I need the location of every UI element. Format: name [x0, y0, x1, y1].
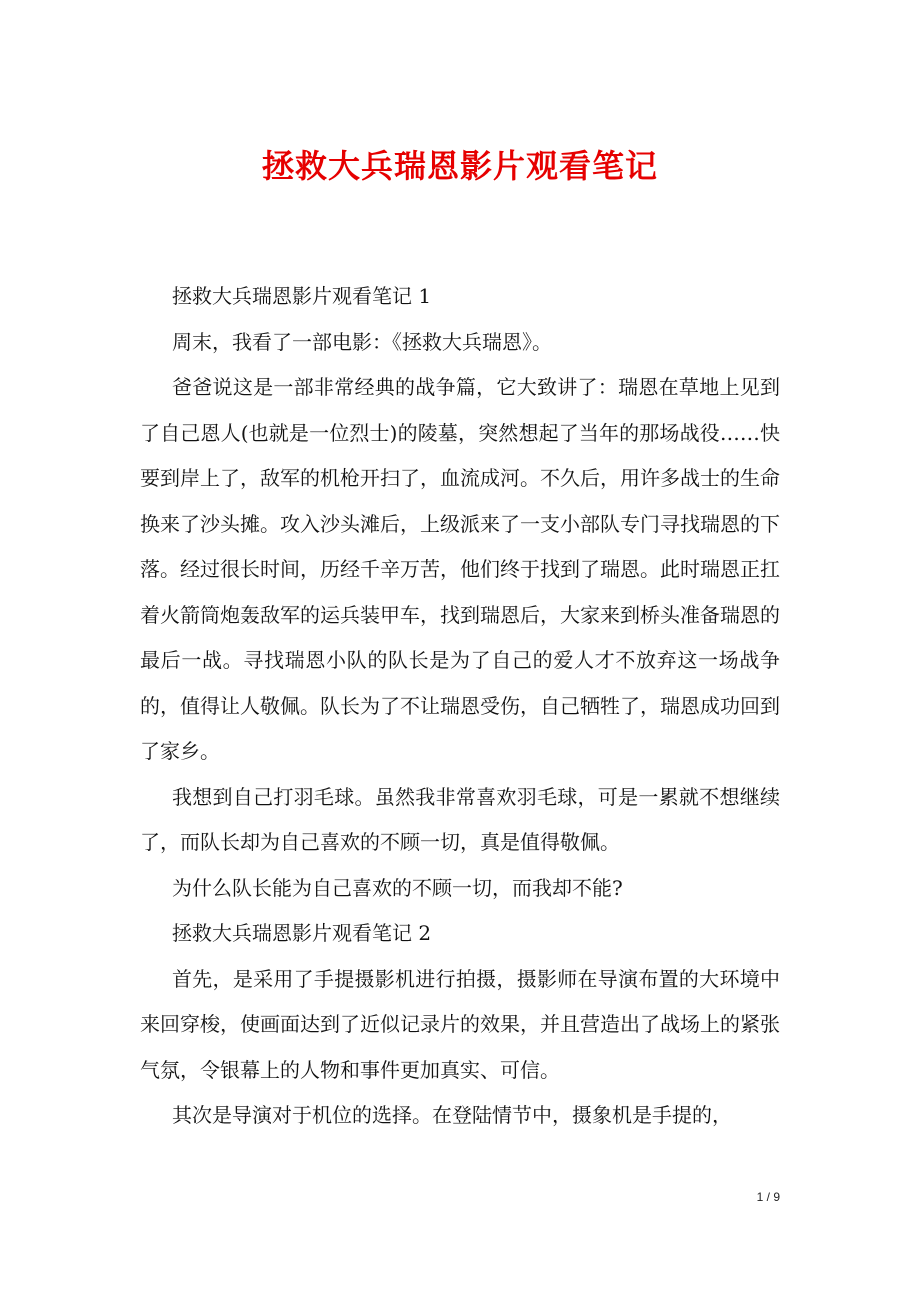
- paragraph: 爸爸说这是一部非常经典的战争篇，它大致讲了：瑞恩在草地上见到了自己恩人(也就是一位烈士)的陵墓，突然想起了当年的那场战役……快要到岸上了，敌军的机枪开扫了，血流成河。不久后，用许多战士的生命换来了沙头摊。攻入沙头滩后，上级派来了一支小部队专门寻找瑞恩的下落。经过很长时间，历经千辛万苦，他们终于找到了瑞恩。此时瑞恩正扛着火箭筒炮轰敌军的运兵装甲车，找到瑞恩后，大家来到桥头准备瑞恩的最后一战。寻找瑞恩小队的队长是为了自己的爱人才不放弃这一场战争的，值得让人敬佩。队长为了不让瑞恩受伤，自己牺牲了，瑞恩成功回到了家乡。: [140, 375, 780, 763]
- subheading-note-2: 拯救大兵瑞恩影片观看笔记 2: [172, 921, 432, 945]
- paragraph: 周末，我看了一部电影：《拯救大兵瑞恩》。: [172, 329, 552, 354]
- paragraph: 其次是导演对于机位的选择。在登陆情节中，摄象机是手提的，: [172, 1103, 732, 1127]
- paragraph: 我想到自己打羽毛球。虽然我非常喜欢羽毛球，可是一累就不想继续了，而队长却为自己喜欢的不顾一切，真是值得敬佩。: [140, 784, 780, 854]
- document-title: 拯救大兵瑞恩影片观看笔记: [261, 147, 658, 185]
- document-body: [140, 274, 780, 1139]
- paragraph: 首先，是采用了手提摄影机进行拍摄，摄影师在导演布置的大环境中来回穿梭，使画面达到了近似记录片的效果，并且营造出了战场上的紧张气氛，令银幕上的人物和事件更加真实、可信。: [140, 966, 780, 1082]
- paragraph: 为什么队长能为自己喜欢的不顾一切，而我却不能?: [172, 875, 623, 900]
- page-number: 1 / 9: [756, 1190, 780, 1204]
- subheading-note-1: 拯救大兵瑞恩影片观看笔记 1: [172, 284, 432, 308]
